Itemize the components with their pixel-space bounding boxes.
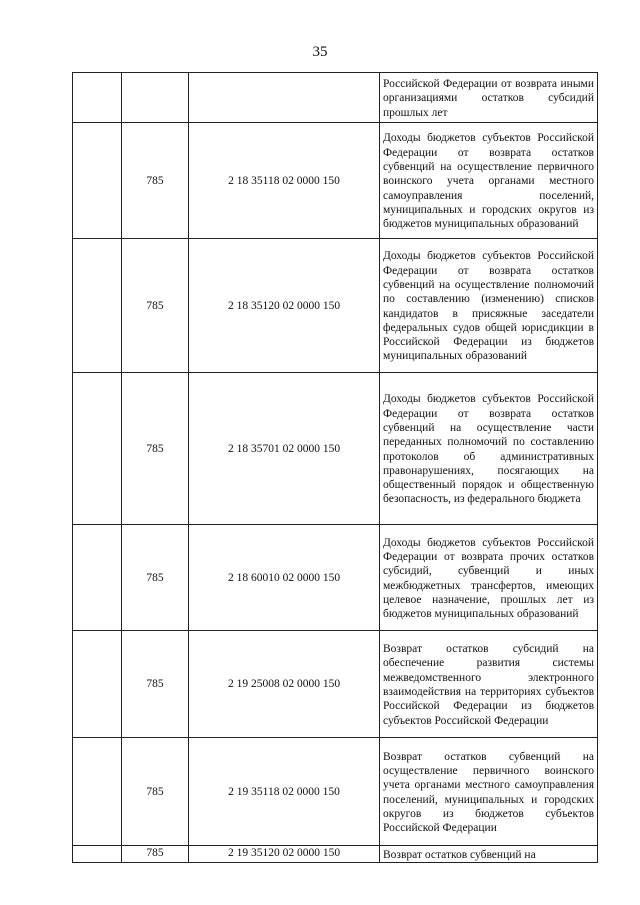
- row-description: Российской Федерации от возврата иными организациями остатков субсидий прошлых лет: [383, 78, 594, 119]
- budget-code-cell: 2 18 35120 02 0000 150: [189, 239, 380, 373]
- table-row: [73, 73, 598, 123]
- row-index-cell: [73, 239, 122, 373]
- table-row: [73, 123, 598, 239]
- table-row: [73, 239, 598, 373]
- admin-code-cell: [122, 73, 189, 123]
- description-cell: [380, 123, 598, 239]
- row-index-cell: [73, 846, 122, 863]
- budget-code-cell: 2 18 35118 02 0000 150: [189, 123, 380, 239]
- admin-code-cell: 785: [122, 525, 189, 631]
- table-row: [73, 738, 598, 846]
- row-description: Возврат остатков субвенций на: [383, 849, 536, 861]
- table-row: [73, 631, 598, 738]
- row-index-cell: [73, 631, 122, 738]
- description-cell: [380, 631, 598, 738]
- row-index-cell: [73, 373, 122, 525]
- budget-code-cell: 2 19 35118 02 0000 150: [189, 738, 380, 846]
- admin-code-cell: 785: [122, 631, 189, 738]
- row-description: Доходы бюджетов субъектов Российской Федерации от возврата прочих остатков субсидий, субвенций и иных межбюджетных трансфертов, имеющих целевое назначение, прошлых лет из бюджетов муниципальных образований: [383, 536, 594, 621]
- row-description: Доходы бюджетов субъектов Российской Федерации от возврата остатков субвенций на осуществление части переданных полномочий по составлению протоколов об административных правонарушениях, посягающих на общественный порядок и общественную безопасность, из федерального бюджета: [383, 393, 594, 506]
- row-index-cell: [73, 73, 122, 123]
- table-row: [73, 846, 598, 863]
- page-number: 35: [312, 44, 328, 60]
- budget-code-cell: [189, 73, 380, 123]
- admin-code-cell: 785: [122, 123, 189, 239]
- row-description: Возврат остатков субсидий на обеспечение развития системы межведомственного электронного взаимодействия на территориях субъектов Российской Федерации из бюджетов субъектов Российской Федерации: [383, 643, 594, 727]
- table-row: [73, 373, 598, 525]
- admin-code-cell: 785: [122, 373, 189, 525]
- row-index-cell: [73, 123, 122, 239]
- admin-code-cell: 785: [122, 239, 189, 373]
- table-row: [73, 525, 598, 631]
- admin-code-cell: 785: [122, 846, 189, 863]
- budget-code-cell: 2 19 25008 02 0000 150: [189, 631, 380, 738]
- row-description: Доходы бюджетов субъектов Российской Федерации от возврата остатков субвенций на осуществление полномочий по составлению (изменению) списков кандидатов в присяжные заседатели федеральных судов общей юрисдикции в Российской Федерации из бюджетов муниципальных образований: [383, 250, 594, 363]
- budget-code-cell: 2 18 35701 02 0000 150: [189, 373, 380, 525]
- description-cell: [380, 373, 598, 525]
- description-cell: [380, 846, 598, 863]
- description-cell: [380, 239, 598, 373]
- description-cell: [380, 738, 598, 846]
- budget-codes-table: [72, 72, 598, 863]
- budget-code-cell: 2 18 60010 02 0000 150: [189, 525, 380, 631]
- admin-code-cell: 785: [122, 738, 189, 846]
- row-description: Доходы бюджетов субъектов Российской Федерации от возврата остатков субвенций на осуществление первичного воинского учета органами местного самоуправления поселений, муниципальных и городских округов из бюджетов муниципальных образований: [383, 132, 594, 231]
- row-index-cell: [73, 738, 122, 846]
- description-cell: [380, 525, 598, 631]
- budget-code-cell: 2 19 35120 02 0000 150: [189, 846, 380, 863]
- row-index-cell: [73, 525, 122, 631]
- row-description: Возврат остатков субвенций на осуществление первичного воинского учета органами местного самоуправления поселений, муниципальных и городских округов из бюджетов субъектов Российской Федерации: [383, 750, 594, 835]
- description-cell: [380, 73, 598, 123]
